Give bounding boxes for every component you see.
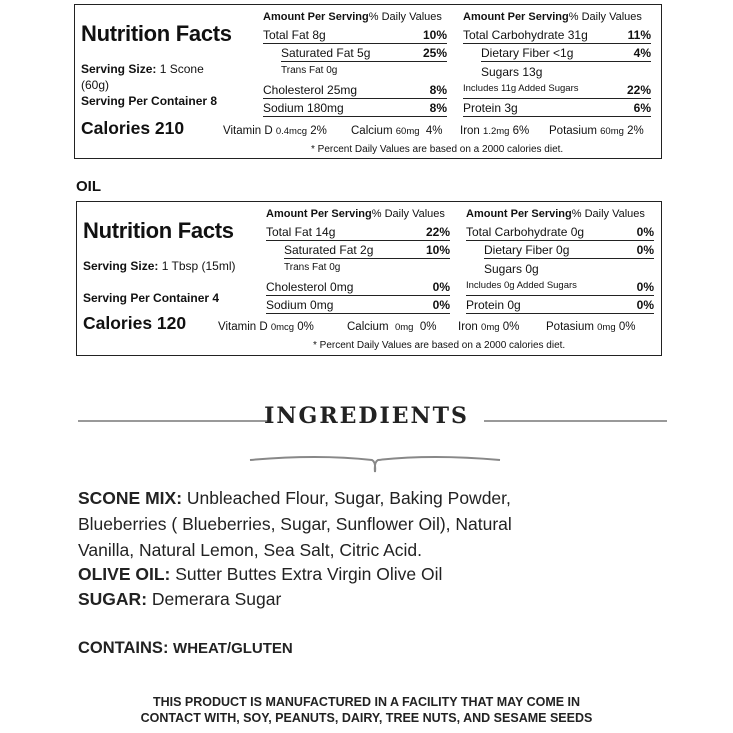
ornament-flourish (248, 448, 502, 476)
ingredients-title: INGREDIENTS (264, 403, 469, 429)
potasium: Potasium 0mg 0% (546, 321, 636, 333)
footnote: * Percent Daily Values are based on a 2000 calories diet. (313, 340, 566, 351)
nutrient-row: Protein 0g 0% (466, 298, 654, 312)
nutrient-row: Trans Fat 0g (281, 65, 338, 76)
iron: Iron 0mg 0% (458, 321, 520, 333)
calories: Calories 120 (83, 313, 187, 333)
nutrient-row: Sodium 180mg 8% (263, 101, 447, 115)
nutrition-panel-oil (76, 201, 662, 356)
facility-warning-line-2: CONTACT WITH, SOY, PEANUTS, DAIRY, TREE NUTS, AND SESAME SEEDS (140, 711, 593, 725)
servings-per-container: Serving Per Container 4 (83, 291, 220, 305)
nutrient-row: Cholesterol 25mg 8% (263, 83, 447, 97)
calcium: Calcium 0mg 0% (347, 321, 437, 333)
oil-section-label: OIL (76, 178, 101, 195)
sugar-line: SUGAR: Demerara Sugar (78, 589, 282, 609)
servings-per-container: Serving Per Container 8 (81, 94, 218, 108)
nutrient-row: Trans Fat 0g (284, 262, 341, 273)
header-left: Amount Per Serving% Daily Values (266, 208, 445, 220)
nutrient-row: Sodium 0mg 0% (266, 298, 450, 312)
scone-mix-line: SCONE MIX: Unbleached Flour, Sugar, Baking Powder, (78, 488, 511, 508)
scone-mix-line-3: Vanilla, Natural Lemon, Sea Salt, Citric Acid. (78, 540, 423, 560)
header-right: Amount Per Serving% Daily Values (466, 208, 645, 220)
nutrient-row: Dietary Fiber 0g 0% (484, 243, 654, 257)
scone-mix-line-2: Blueberries ( Blueberries, Sugar, Sunflower Oil), Natural (78, 514, 512, 534)
potasium: Potasium 60mg 2% (549, 125, 644, 137)
nutrition-panel-scone (74, 4, 662, 159)
nutrient-row: Total Carbohydrate 0g 0% (466, 225, 654, 239)
nutrient-row: Sugars 0g (484, 262, 539, 276)
footnote: * Percent Daily Values are based on a 2000 calories diet. (311, 144, 564, 155)
header-left: Amount Per Serving% Daily Values (263, 11, 442, 23)
panel-title: Nutrition Facts (81, 21, 232, 46)
vitamin-d: Vitamin D 0.4mcg 2% (223, 125, 327, 137)
serving-size-grams: (60g) (81, 78, 110, 92)
nutrient-row: Saturated Fat 2g 10% (284, 243, 450, 257)
contains-line: CONTAINS: WHEAT/GLUTEN (78, 639, 293, 657)
nutrient-row: Protein 3g 6% (463, 101, 651, 115)
nutrient-row: Cholesterol 0mg 0% (266, 280, 450, 294)
iron: Iron 1.2mg 6% (460, 125, 530, 137)
serving-size: Serving Size: 1 Tbsp (15ml) (83, 259, 236, 273)
vitamin-d: Vitamin D 0mcg 0% (218, 321, 314, 333)
nutrient-row: Includes 11g Added Sugars 22% (463, 83, 651, 97)
facility-warning-line-1: THIS PRODUCT IS MANUFACTURED IN A FACILITY THAT MAY COME IN (152, 695, 581, 709)
nutrient-row: Saturated Fat 5g 25% (281, 46, 447, 60)
calories: Calories 210 (81, 118, 185, 138)
serving-size: Serving Size: 1 Scone (81, 62, 204, 76)
nutrient-row: Total Carbohydrate 31g 11% (463, 28, 651, 42)
nutrient-row: Sugars 13g (481, 65, 543, 79)
olive-oil-line: OLIVE OIL: Sutter Buttes Extra Virgin Olive Oil (78, 564, 443, 584)
header-right: Amount Per Serving% Daily Values (463, 11, 642, 23)
nutrient-row: Total Fat 8g 10% (263, 28, 447, 42)
nutrient-row: Total Fat 14g 22% (266, 225, 450, 239)
nutrient-row: Includes 0g Added Sugars 0% (466, 280, 654, 294)
nutrient-row: Dietary Fiber <1g 4% (481, 46, 651, 60)
calcium: Calcium 60mg 4% (351, 125, 443, 137)
panel-title: Nutrition Facts (83, 218, 234, 243)
